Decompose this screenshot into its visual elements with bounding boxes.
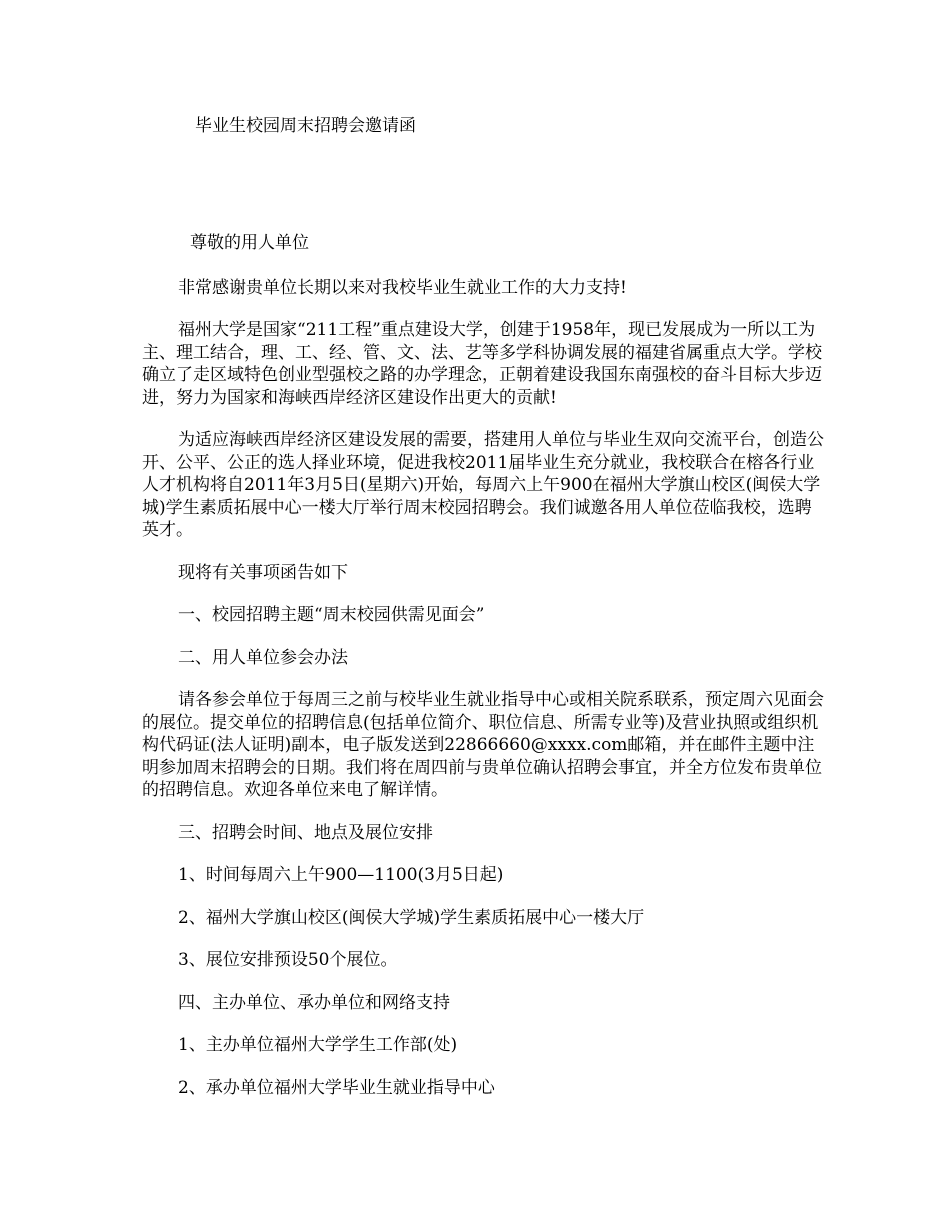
section-heading-organizers: 四、主办单位、承办单位和网络支持 [178, 992, 450, 1013]
paragraph-method-detail: 请各参会单位于每周三之前与校毕业生就业指导中心或相关院系联系，预定周六见面会的展位。提交单位的招聘信息(包括单位简介、职位信息、所需专业等)及营业执照或组织机构代码证(法人证明)副本，电子版发送到22866660@xxxx.com邮箱，并在邮件主题中注明参加周末招聘会的日期。我们将在周四前与贵单位确认招聘会事宜，并全方位发布贵单位的招聘信息。欢迎各单位来电了解详情。 [142, 690, 824, 800]
paragraph-event-intro: 为适应海峡西岸经济区建设发展的需要，搭建用人单位与毕业生双向交流平台，创造公开、公平、公正的选人择业环境，促进我校2011届毕业生充分就业，我校联合在榕各行业人才机构将自2011年3月5日(星期六)开始，每周六上午900在福州大学旗山校区(闽侯大学城)学生素质拓展中心一楼大厅举行周末校园招聘会。我们诚邀各用人单位莅临我校，选聘英才。 [142, 430, 824, 540]
section-heading-theme: 一、校园招聘主题“周末校园供需见面会” [178, 605, 485, 625]
list-item-organizer: 2、承办单位福州大学毕业生就业指导中心 [178, 1077, 495, 1098]
list-item-booths: 3、展位安排预设50个展位。 [178, 950, 398, 970]
document-body [142, 232, 828, 1119]
list-item-location: 2、福州大学旗山校区(闽侯大学城)学生素质拓展中心一楼大厅 [178, 907, 645, 928]
paragraph-thanks: 非常感谢贵单位长期以来对我校毕业生就业工作的大力支持! [178, 277, 627, 298]
salutation: 尊敬的用人单位 [190, 233, 309, 253]
section-heading-method: 二、用人单位参会办法 [178, 647, 348, 668]
list-item-time: 1、时间每周六上午900—1100(3月5日起) [178, 865, 504, 885]
list-item-host: 1、主办单位福州大学学生工作部(处) [178, 1035, 458, 1055]
paragraph-university-intro: 福州大学是国家“211工程”重点建设大学，创建于1958年，现已发展成为一所以工为主、理工结合，理、工、经、管、文、法、艺等多学科协调发展的福建省属重点大学。学校确立了走区域特色创业型强校之路的办学理念，正朝着建设我国东南强校的奋斗目标大步迈进，努力为国家和海峡西岸经济区建设作出更大的贡献! [142, 320, 822, 408]
document-title: 毕业生校园周末招聘会邀请函 [195, 116, 416, 136]
section-heading-schedule: 三、招聘会时间、地点及展位安排 [178, 822, 433, 843]
paragraph-notice-lead: 现将有关事项函告如下 [178, 562, 348, 583]
